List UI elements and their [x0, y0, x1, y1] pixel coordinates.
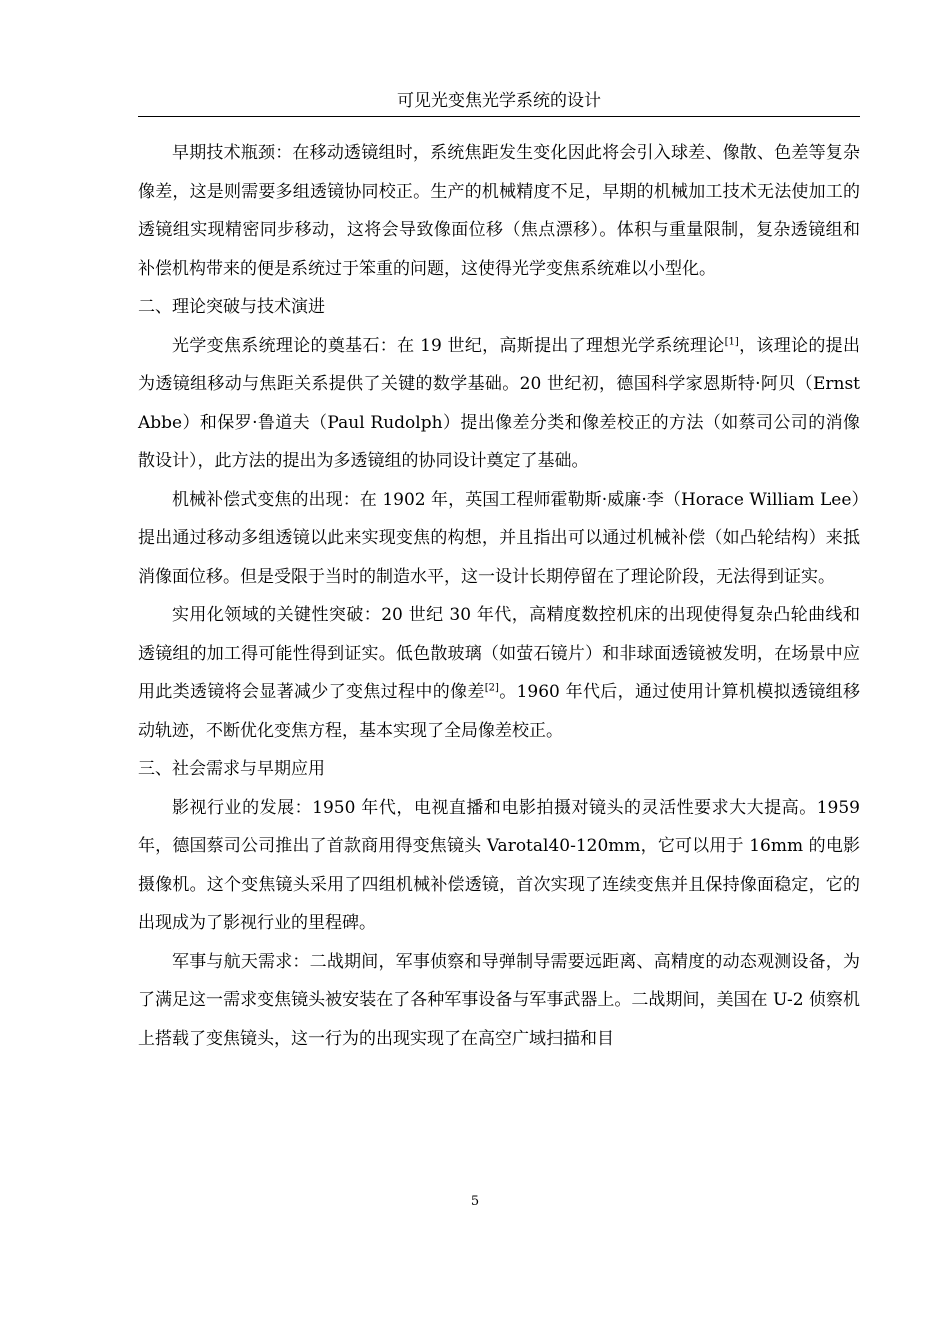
section-heading-theory: 二、理论突破与技术演进: [138, 297, 325, 317]
paragraph-film-industry: 影视行业的发展：1950 年代，电视直播和电影拍摄对镜头的灵活性要求大大提高。1959 年，德国蔡司公司推出了首款商用得变焦镜头 Varotal40-120mm，它可以用于 16mm 的电影摄像机。这个变焦镜头采用了四组机械补偿透镜，首次实现了连续变焦并且保持像面稳定，它的出现成为了影视行业的里程碑。: [138, 797, 860, 933]
paragraph-early-bottlenecks: 早期技术瓶颈：在移动透镜组时，系统焦距发生变化因此将会引入球差、像散、色差等复杂像差，这是则需要多组透镜协同校正。生产的机械精度不足，早期的机械加工技术无法使加工的透镜组实现精密同步移动，这将会导致像面位移（焦点漂移）。体积与重量限制，复杂透镜组和补偿机构带来的便是系统过于笨重的问题，这使得光学变焦系统难以小型化。: [138, 143, 860, 279]
citation-2: [2]: [484, 682, 499, 694]
citation-1: [1]: [724, 335, 739, 347]
paragraph-military-aerospace: 军事与航天需求：二战期间，军事侦察和导弹制导需要远距离、高精度的动态观测设备，为了满足这一需求变焦镜头被安装在了各种军事设备与军事武器上。二战期间，美国在 U-2 侦察机上搭载了变焦镜头，这一行为的出现实现了在高空广域扫描和目: [138, 951, 860, 1049]
paragraph-mechanical-compensation: 机械补偿式变焦的出现：在 1902 年，英国工程师霍勒斯·威廉·李（Horace William Lee）提出通过移动多组透镜以此来实现变焦的构想，并且指出可以通过机械补偿（如凸轮结构）来抵消像面位移。但是受限于当时的制造水平，这一设计长期停留在了理论阶段，无法得到证实。: [138, 489, 860, 587]
paragraph-theory-foundation: 光学变焦系统理论的奠基石：在 19 世纪，高斯提出了理想光学系统理论[1]，该理论的提出为透镜组移动与焦距关系提供了关键的数学基础。20 世纪初，德国科学家恩斯特·阿贝（Ernst Abbe）和保罗·鲁道夫（Paul Rudolph）提出像差分类和像差校正的方法（如蔡司公司的消像散设计），此方法的提出为多透镜组的协同设计奠定了基础。: [138, 335, 860, 471]
section-heading-social-demand: 三、社会需求与早期应用: [138, 759, 325, 779]
paragraph-practical-breakthrough: 实用化领域的关键性突破：20 世纪 30 年代，高精度数控机床的出现使得复杂凸轮曲线和透镜组的加工得可能性得到证实。低色散玻璃（如萤石镜片）和非球面透镜被发明，在场景中应用此类透镜将会显著减少了变焦过程中的像差[2]。1960 年代后，通过使用计算机模拟透镜组移动轨迹，不断优化变焦方程，基本实现了全局像差校正。: [138, 605, 860, 741]
body-text: [138, 134, 860, 1058]
page-number: 5: [470, 1194, 480, 1209]
running-header: 可见光变焦光学系统的设计: [138, 88, 860, 117]
